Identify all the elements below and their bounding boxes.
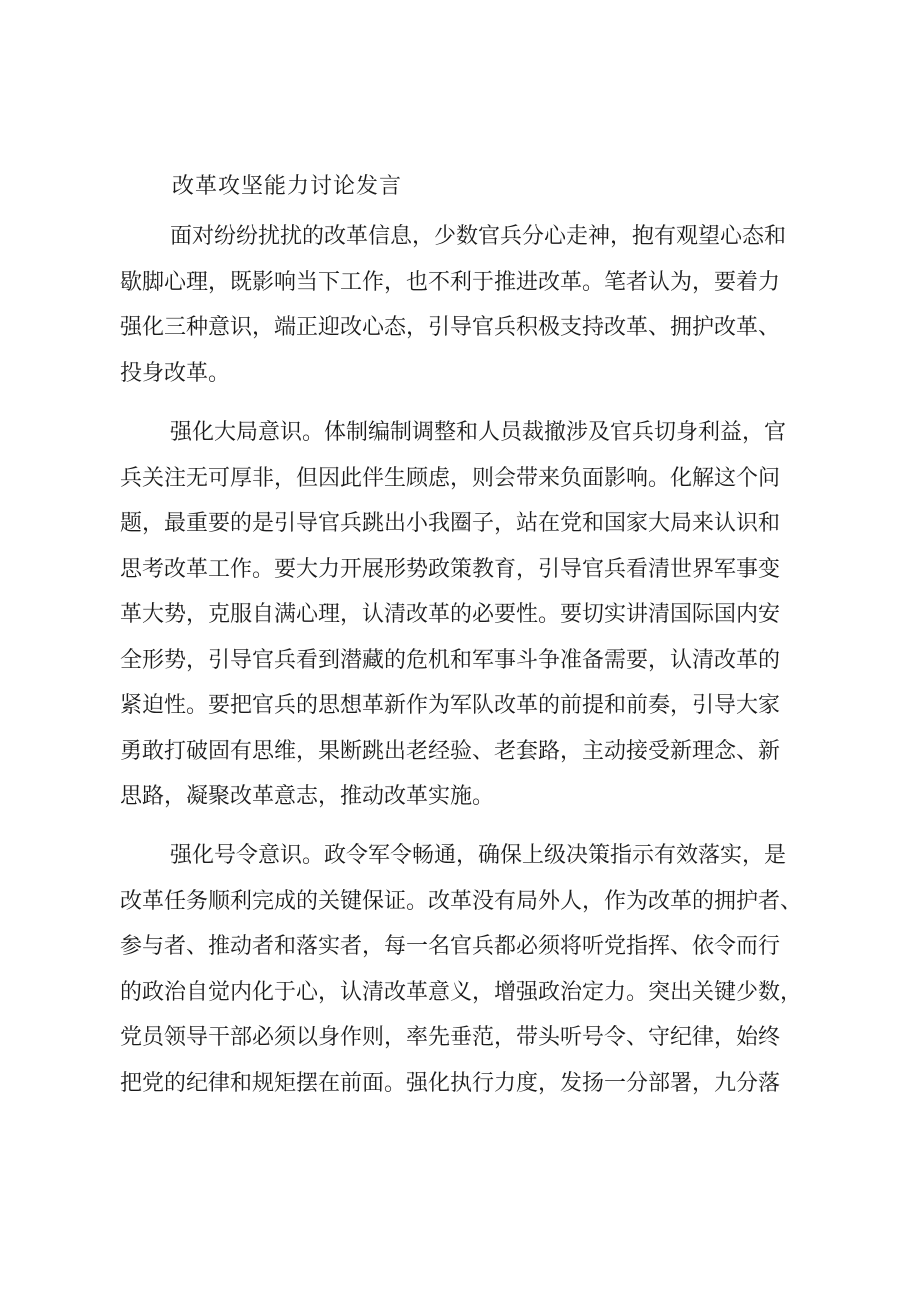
text-line: 强化大局意识。体制编制调整和人员裁撤涉及官兵切身利益，官 [170,420,787,445]
paragraph-intro [120,214,820,396]
text-line: 兵关注无可厚非，但因此伴生顾虑，则会带来负面影响。化解这个问 [120,465,781,491]
text-line: 思路，凝聚改革意志，推动改革实施。 [120,784,495,809]
text-line: 歇脚心理，既影响当下工作，也不利于推进改革。笔者认为，要着力 [120,269,781,295]
text-line: 改革任务顺利完成的关键保证。改革没有局外人，作为改革的拥护者、 [120,888,803,914]
text-line: 参与者、推动者和落实者，每一名官兵都必须将听党指挥、依令而行 [120,934,781,959]
paragraph-command-awareness [120,833,820,1106]
text-line: 面对纷纷扰扰的改革信息，少数官兵分心走神，抱有观望心态和 [170,224,787,249]
text-line: 全形势，引导官兵看到潜藏的危机和军事斗争准备需要，认清改革的 [120,647,781,673]
document-title: 改革攻坚能力讨论发言 [172,174,403,199]
text-line: 党员领导干部必须以身作则，率先垂范，带头听号令、守纪律，始终 [120,1025,781,1050]
text-line: 的政治自觉内化于心，认清改革意义，增强政治定力。突出关键少数， [120,979,803,1005]
text-line: 题，最重要的是引导官兵跳出小我圈子，站在党和国家大局来认识和 [120,511,781,536]
text-line: 强化三种意识，端正迎改心态，引导官兵积极支持改革、拥护改革、 [120,315,781,340]
text-line: 投身改革。 [120,360,231,386]
text-line: 紧迫性。要把官兵的思想革新作为军队改革的前提和前奏，引导大家 [120,693,781,718]
text-line: 革大势，克服自满心理，认清改革的必要性。要切实讲清国际国内安 [120,602,781,627]
text-line: 强化号令意识。政令军令畅通，确保上级决策指示有效落实，是 [170,843,787,868]
paragraph-overall-awareness [120,410,820,820]
text-line: 勇敢打破固有思维，果断跳出老经验、老套路，主动接受新理念、新 [120,738,781,764]
text-line: 把党的纪律和规矩摆在前面。强化执行力度，发扬一分部署，九分落 [120,1070,781,1096]
text-line: 思考改革工作。要大力开展形势政策教育，引导官兵看清世界军事变 [120,556,781,582]
